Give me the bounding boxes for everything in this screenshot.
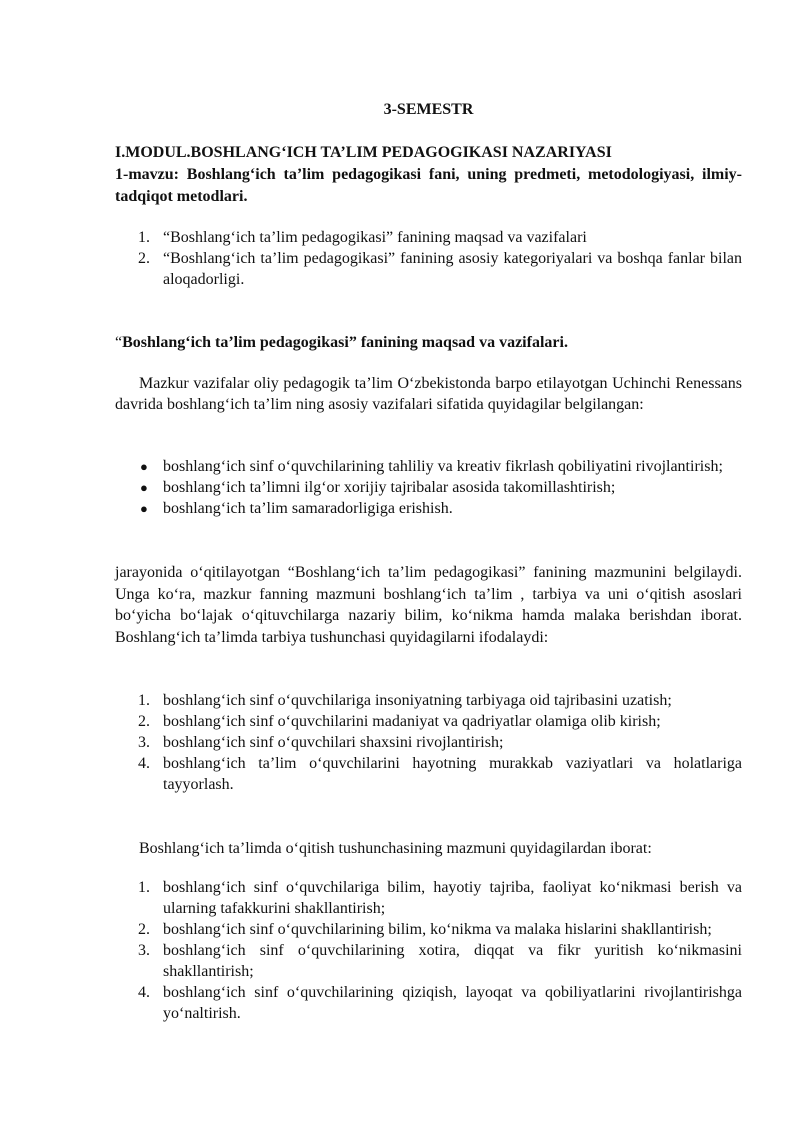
list-item	[115, 711, 742, 732]
list-number: 1.	[138, 692, 150, 709]
list-item-text: boshlang‘ich sinf o‘quvchilarining bilim, ko‘nikma va malaka hislarini shakllantirish;	[163, 921, 712, 938]
list-item	[115, 940, 742, 982]
list-item	[115, 477, 742, 498]
semester-heading: 3-SEMESTR	[383, 101, 474, 118]
list-number: 3.	[138, 942, 150, 959]
list-item-text: “Boshlang‘ich ta’lim pedagogikasi” fanining asosiy kategoriyalari va boshqa fanlar bilan aloqadorligi.	[163, 250, 742, 288]
list-item-text: boshlang‘ich ta’limni ilg‘or xorijiy tajribalar asosida takomillashtirish;	[163, 479, 616, 496]
list-number: 4.	[138, 984, 150, 1001]
tasks-bullet-list	[115, 456, 742, 519]
list-number: 2.	[138, 250, 150, 267]
list-item-text: boshlang‘ich sinf o‘quvchilari shaxsini rivojlantirish;	[163, 734, 504, 751]
bullet-icon: ●	[140, 459, 148, 474]
list-item-text: boshlang‘ich ta’lim samaradorligiga erishish.	[163, 500, 453, 517]
list-item	[115, 498, 742, 519]
list-item-text: boshlang‘ich sinf o‘quvchilarining qiziqish, layoqat va qobiliyatlarini rivojlantirishga yo‘naltirish.	[163, 984, 742, 1022]
module-heading: I.MODUL.BOSHLANG‘ICH TA’LIM PEDAGOGIKASI NAZARIYASI	[115, 144, 612, 161]
list-number: 2.	[138, 713, 150, 730]
section-title-quote: “	[115, 334, 123, 351]
topic-heading: 1-mavzu: Boshlang‘ich ta’lim pedagogikasi fani, uning predmeti, metodologiyasi, ilmiy-tadqiqot metodlari.	[115, 166, 742, 205]
list-number: 3.	[138, 734, 150, 751]
list-item-text: boshlang‘ich sinf o‘quvchilarining xotira, diqqat va fikr yuritish ko‘nikmasini shakllantirish;	[163, 942, 742, 980]
list-item	[115, 919, 742, 940]
list-item-text: boshlang‘ich sinf o‘quvchilariga bilim, hayotiy tajriba, faoliyat ko‘nikmasi berish va ularning tafakkurini shakllantirish;	[163, 879, 742, 917]
list-item	[115, 732, 742, 753]
list-number: 2.	[138, 921, 150, 938]
tarbiya-list	[115, 690, 742, 795]
list-item	[115, 456, 742, 477]
list-item-text: boshlang‘ich sinf o‘quvchilariga insoniyatning tarbiyaga oid tajribasini uzatish;	[163, 692, 672, 709]
topic-questions-list	[115, 227, 742, 290]
bullet-icon: ●	[140, 501, 148, 516]
list-item-text: boshlang‘ich sinf o‘quvchilarini madaniyat va qadriyatlar olamiga olib kirish;	[163, 713, 661, 730]
list-item	[115, 248, 742, 290]
list-item	[115, 877, 742, 919]
list-item	[115, 982, 742, 1024]
list-number: 4.	[138, 755, 150, 772]
list-number: 1.	[138, 879, 150, 896]
bullet-icon: ●	[140, 480, 148, 495]
paragraph: Mazkur vazifalar oliy pedagogik ta’lim O‘zbekistonda barpo etilayotgan Uchinchi Renessans davrida boshlang‘ich ta’lim ning asosiy vazifalari sifatida quyidagilar belgilangan:	[115, 375, 742, 413]
paragraph: jarayonida o‘qitilayotgan “Boshlang‘ich ta’lim pedagogikasi” fanining mazmunini belgilaydi. Unga ko‘ra, mazkur fanning mazmuni boshlang‘ich ta’lim , tarbiya va uni o‘qitish asoslari bo‘yicha bo‘lajak o‘qituvchilarga nazariy bilim, ko‘nikma hamda malaka berishdan iborat. Boshlang‘ich ta’limda tarbiya tushunchasi quyidagilarni ifodalaydi:	[115, 564, 742, 646]
list-item	[115, 690, 742, 711]
section-title-text: Boshlang‘ich ta’lim pedagogikasi” fanining maqsad va vazifalari.	[122, 334, 568, 351]
section-title	[115, 332, 742, 354]
oqitish-list	[115, 877, 742, 1024]
list-item-text: boshlang‘ich ta’lim o‘quvchilarini hayotning murakkab vaziyatlari va holatlariga tayyorlash.	[163, 755, 742, 793]
list-item-text: boshlang‘ich sinf o‘quvchilarining tahliliy va kreativ fikrlash qobiliyatini rivojlantirish;	[163, 458, 723, 475]
list-item	[115, 227, 742, 248]
list-number: 1.	[138, 229, 150, 246]
paragraph: Boshlang‘ich ta’limda o‘qitish tushunchasining mazmuni quyidagilardan iborat:	[139, 840, 652, 857]
list-item-text: “Boshlang‘ich ta’lim pedagogikasi” fanining maqsad va vazifalari	[163, 229, 587, 246]
list-item	[115, 753, 742, 795]
